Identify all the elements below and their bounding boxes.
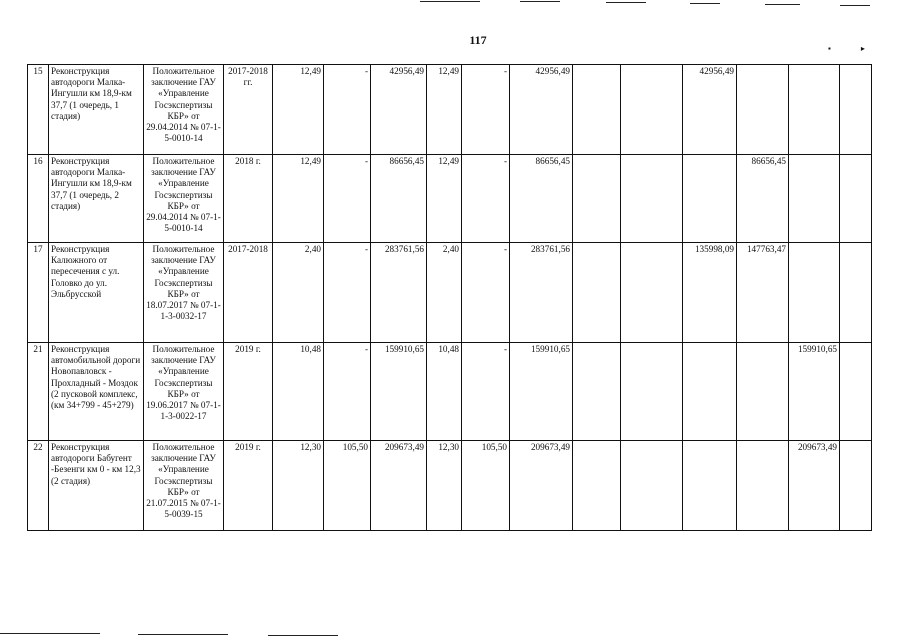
length-pm-2: - bbox=[462, 243, 510, 343]
table-row bbox=[28, 155, 872, 243]
year-5-value bbox=[840, 155, 872, 243]
objects-table bbox=[27, 64, 872, 531]
total-cost: 209673,49 bbox=[371, 441, 427, 531]
top-scan-line bbox=[690, 3, 720, 4]
year-1-value bbox=[621, 343, 683, 441]
top-scan-line bbox=[840, 5, 870, 6]
length-pm-2: - bbox=[462, 155, 510, 243]
object-name: Реконструкция Калюжного от пересечения с ул. Головко до ул. Эльбрусской bbox=[49, 243, 144, 343]
year-5-value bbox=[840, 243, 872, 343]
top-scan-line bbox=[520, 1, 560, 2]
total-cost-2: 283761,56 bbox=[510, 243, 573, 343]
top-scan-line bbox=[765, 4, 800, 5]
length-pm: - bbox=[324, 343, 371, 441]
row-number: 17 bbox=[28, 243, 49, 343]
total-cost: 86656,45 bbox=[371, 155, 427, 243]
period: 2018 г. bbox=[224, 155, 273, 243]
length-km: 12,49 bbox=[273, 65, 324, 155]
total-cost-2: 42956,49 bbox=[510, 65, 573, 155]
year-4-value: 209673,49 bbox=[789, 441, 840, 531]
year-1-value bbox=[621, 243, 683, 343]
length-km-2: 2,40 bbox=[427, 243, 462, 343]
bottom-scan-line bbox=[0, 633, 100, 634]
bottom-scan-line bbox=[138, 634, 228, 635]
length-km: 12,49 bbox=[273, 155, 324, 243]
year-1-value bbox=[621, 441, 683, 531]
year-4-value bbox=[789, 243, 840, 343]
basis-document: Положительное заключение ГАУ «Управление Госэкспертизы КБР» от 21.07.2015 № 07-1-5-0039-15 bbox=[144, 441, 224, 531]
year-3-value bbox=[737, 343, 789, 441]
length-km: 10,48 bbox=[273, 343, 324, 441]
empty-cell bbox=[573, 441, 621, 531]
year-1-value bbox=[621, 155, 683, 243]
page-number: 117 bbox=[469, 33, 487, 47]
row-number: 15 bbox=[28, 65, 49, 155]
object-name: Реконструкция автодороги Бабугент -Безенги км 0 - км 12,3 (2 стадия) bbox=[49, 441, 144, 531]
year-4-value: 159910,65 bbox=[789, 343, 840, 441]
corner-marks bbox=[828, 44, 895, 53]
empty-cell bbox=[573, 343, 621, 441]
table-row bbox=[28, 243, 872, 343]
period: 2017-2018 гг. bbox=[224, 65, 273, 155]
corner-mark: ▸ bbox=[860, 44, 895, 53]
length-km-2: 12,30 bbox=[427, 441, 462, 531]
length-pm: - bbox=[324, 243, 371, 343]
total-cost: 42956,49 bbox=[371, 65, 427, 155]
table-row bbox=[28, 343, 872, 441]
length-km: 12,30 bbox=[273, 441, 324, 531]
period: 2019 г. bbox=[224, 441, 273, 531]
table-row bbox=[28, 65, 872, 155]
year-1-value bbox=[621, 65, 683, 155]
year-4-value bbox=[789, 155, 840, 243]
length-pm-2: 105,50 bbox=[462, 441, 510, 531]
length-pm: - bbox=[324, 65, 371, 155]
total-cost-2: 159910,65 bbox=[510, 343, 573, 441]
object-name: Реконструкция автодороги Малка-Ингушли км 18,9-км 37,7 (1 очередь, 2 стадия) bbox=[49, 155, 144, 243]
row-number: 16 bbox=[28, 155, 49, 243]
length-pm: 105,50 bbox=[324, 441, 371, 531]
length-km-2: 12,49 bbox=[427, 65, 462, 155]
length-km-2: 10,48 bbox=[427, 343, 462, 441]
basis-document: Положительное заключение ГАУ «Управление Госэкспертизы КБР» от 29.04.2014 № 07-1-5-0010-14 bbox=[144, 65, 224, 155]
length-pm: - bbox=[324, 155, 371, 243]
year-3-value bbox=[737, 65, 789, 155]
year-5-value bbox=[840, 65, 872, 155]
basis-document: Положительное заключение ГАУ «Управление Госэкспертизы КБР» от 29.04.2014 № 07-1-5-0010-14 bbox=[144, 155, 224, 243]
top-scan-line bbox=[420, 1, 480, 2]
table-row bbox=[28, 441, 872, 531]
year-2-value bbox=[683, 441, 737, 531]
corner-mark: ▪ bbox=[828, 44, 861, 53]
year-4-value bbox=[789, 65, 840, 155]
length-pm-2: - bbox=[462, 65, 510, 155]
year-2-value bbox=[683, 155, 737, 243]
bottom-scan-line bbox=[268, 635, 338, 636]
year-2-value bbox=[683, 343, 737, 441]
empty-cell bbox=[573, 65, 621, 155]
empty-cell bbox=[573, 155, 621, 243]
year-5-value bbox=[840, 343, 872, 441]
basis-document: Положительное заключение ГАУ «Управление Госэкспертизы КБР» от 19.06.2017 № 07-1-1-3-0022-17 bbox=[144, 343, 224, 441]
total-cost-2: 209673,49 bbox=[510, 441, 573, 531]
top-scan-line bbox=[606, 2, 646, 3]
total-cost-2: 86656,45 bbox=[510, 155, 573, 243]
length-pm-2: - bbox=[462, 343, 510, 441]
empty-cell bbox=[573, 243, 621, 343]
year-3-value: 86656,45 bbox=[737, 155, 789, 243]
object-name: Реконструкция автодороги Малка-Ингушли км 18,9-км 37,7 (1 очередь, 1 стадия) bbox=[49, 65, 144, 155]
period: 2017-2018 bbox=[224, 243, 273, 343]
year-3-value bbox=[737, 441, 789, 531]
length-km: 2,40 bbox=[273, 243, 324, 343]
period: 2019 г. bbox=[224, 343, 273, 441]
total-cost: 283761,56 bbox=[371, 243, 427, 343]
year-2-value: 42956,49 bbox=[683, 65, 737, 155]
year-5-value bbox=[840, 441, 872, 531]
row-number: 22 bbox=[28, 441, 49, 531]
year-2-value: 135998,09 bbox=[683, 243, 737, 343]
basis-document: Положительное заключение ГАУ «Управление Госэкспертизы КБР» от 18.07.2017 № 07-1-1-3-0032-17 bbox=[144, 243, 224, 343]
year-3-value: 147763,47 bbox=[737, 243, 789, 343]
object-name: Реконструкция автомобильной дороги Новопавловск - Прохладный - Моздок (2 пусковой комплекс, (км 34+799 - 45+279) bbox=[49, 343, 144, 441]
row-number: 21 bbox=[28, 343, 49, 441]
length-km-2: 12,49 bbox=[427, 155, 462, 243]
total-cost: 159910,65 bbox=[371, 343, 427, 441]
